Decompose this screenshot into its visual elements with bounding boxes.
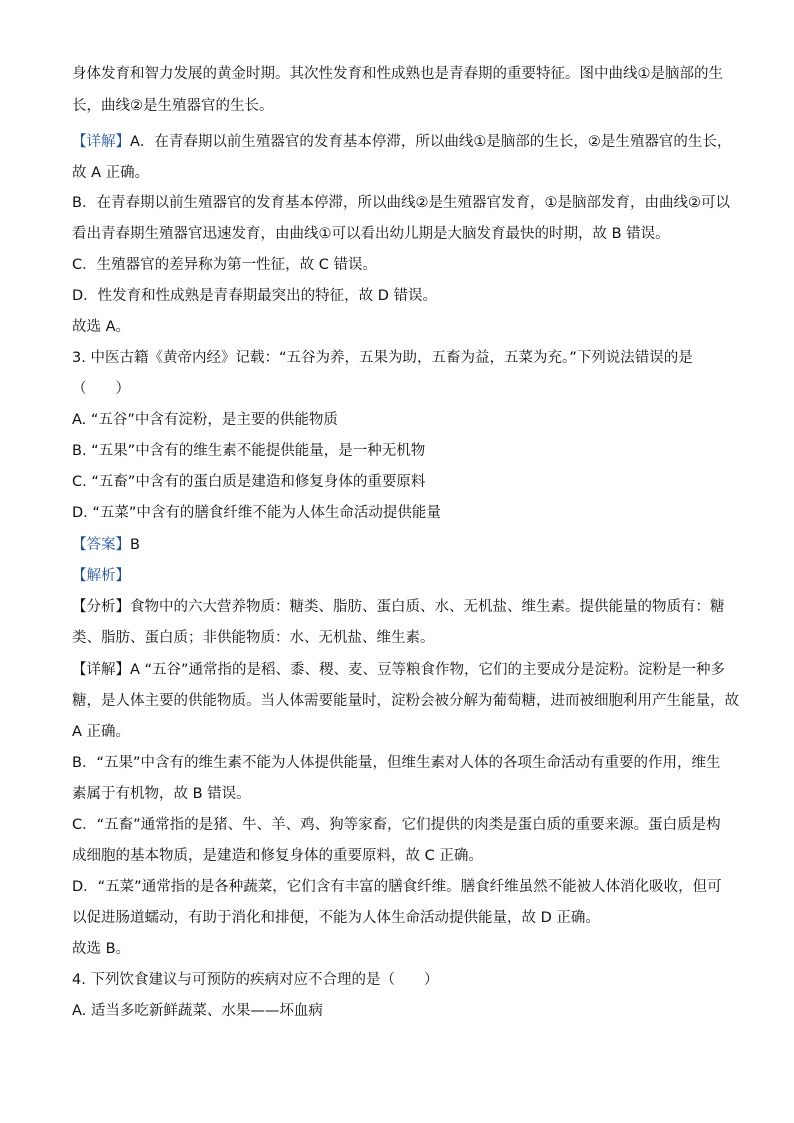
detail-paragraph — [72, 132, 731, 152]
text-line: C．“五畜”通常指的是猪、牛、羊、鸡、狗等家畜，它们提供的肉类是蛋白质的重要来源。蛋白质是构 — [72, 817, 721, 833]
fenxi-paragraph — [72, 597, 725, 617]
detail-paragraph — [72, 660, 725, 680]
option-c: C. “五畜”中含有的蛋白质是建造和修复身体的重要原料 — [72, 474, 426, 490]
text-line: 长，曲线②是生殖器官的生长。 — [72, 98, 274, 114]
detail-tag: 【详解】 — [72, 662, 130, 678]
analysis-tag: 【解析】 — [72, 568, 130, 584]
text-line: 糖，是人体主要的供能物质。当人体需要能量时，淀粉会被分解为葡萄糖，进而被细胞利用产生能量，故 — [72, 693, 739, 709]
question-stem: 4. 下列饮食建议与可预防的疾病对应不合理的是（ ） — [72, 972, 439, 988]
detail-tag: 【详解】 — [72, 134, 130, 150]
text-line: A．在青春期以前生殖器官的发育基本停滞，所以曲线①是脑部的生长，②是生殖器官的生长， — [130, 134, 732, 150]
text-line: A “五谷”通常指的是稻、黍、稷、麦、豆等粮食作物，它们的主要成分是淀粉。淀粉是一种多 — [130, 662, 726, 678]
fenxi-tag: 【分析】 — [72, 599, 130, 615]
question-stem: 3. 中医古籍《黄帝内经》记载：“五谷为养，五果为助，五畜为益，五菜为充。”下列说法错误的是 — [72, 350, 693, 366]
text-line: 身体发育和智力发展的黄金时期。其次性发育和性成熟也是青春期的重要特征。图中曲线①是脑部的生 — [72, 66, 723, 82]
option-d: D. “五菜”中含有的膳食纤维不能为人体生命活动提供能量 — [72, 505, 441, 521]
text-line: 成细胞的基本物质，是建造和修复身体的重要原料，故 C 正确。 — [72, 848, 483, 864]
analysis-heading — [72, 566, 130, 586]
text-line: A 正确。 — [72, 724, 131, 740]
answer-line — [72, 535, 140, 555]
text-line: 看出青春期生殖器官迅速发育，由曲线①可以看出幼儿期是大脑发育最快的时期，故 B 错误。 — [72, 226, 670, 242]
answer-value: B — [130, 537, 140, 553]
option-a: A. “五谷”中含有淀粉，是主要的供能物质 — [72, 412, 338, 428]
text-line: D．性发育和性成熟是青春期最突出的特征，故 D 错误。 — [72, 288, 438, 304]
text-line: B．在青春期以前生殖器官的发育基本停滞，所以曲线②是生殖器官发育，①是脑部发育，由曲线②可以 — [72, 195, 730, 211]
text-line: 以促进肠道蠕动，有助于消化和排便，不能为人体生命活动提供能量，故 D 正确。 — [72, 910, 600, 926]
text-line: B．“五果”中含有的维生素不能为人体提供能量，但维生素对人体的各项生命活动有重要的作用，维生 — [72, 755, 721, 771]
option-b: B. “五果”中含有的维生素不能提供能量，是一种无机物 — [72, 443, 426, 459]
answer-tag: 【答案】 — [72, 537, 130, 553]
text-line: C．生殖器官的差异称为第一性征，故 C 错误。 — [72, 257, 377, 273]
text-line: 故选 A。 — [72, 319, 131, 335]
text-line: D．“五菜”通常指的是各种蔬菜，它们含有丰富的膳食纤维。膳食纤维虽然不能被人体消化吸收，但可 — [72, 879, 722, 895]
text-line: 故 A 正确。 — [72, 165, 150, 181]
text-line: 故选 B。 — [72, 941, 131, 957]
option-a: A. 适当多吃新鲜蔬菜、水果——坏血病 — [72, 1003, 323, 1019]
text-line: 食物中的六大营养物质：糖类、脂肪、蛋白质、水、无机盐、维生素。提供能量的物质有：糖 — [130, 599, 725, 615]
question-stem: （ ） — [72, 381, 130, 397]
text-line: 类、脂肪、蛋白质；非供能物质：水、无机盐、维生素。 — [72, 630, 435, 646]
text-line: 素属于有机物，故 B 错误。 — [72, 786, 251, 802]
